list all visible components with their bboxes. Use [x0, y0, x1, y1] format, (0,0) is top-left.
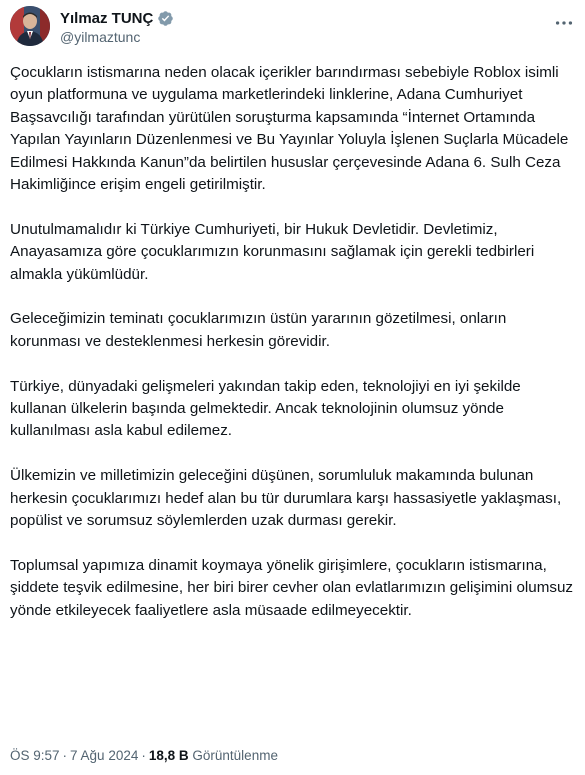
- tweet-paragraph: Ülkemizin ve milletimizin geleceğini düşünen, sorumluluk makamında bulunan herkesin çocuklarımızı hedef alan bu tür durumlara karşı hassasiyetle yaklaşması, popülist ve sorumsuz söylemlerden uzak durması gerekir.: [10, 467, 562, 530]
- more-options-icon[interactable]: [553, 12, 575, 34]
- tweet-paragraph: Geleceğimizin teminatı çocuklarımızın üstün yararının gözetilmesi, onların korunması ve desteklenmesi herkesin görevidir.: [10, 310, 507, 350]
- name-row: [60, 8, 174, 28]
- tweet-paragraph: Türkiye, dünyadaki gelişmeleri yakından takip eden, teknolojiyi en iyi şekilde kullanan ülkelerin başında gelmektedir. Ancak teknolojinin olumsuz yönde kullanılması asla kabul edilemez.: [10, 377, 521, 440]
- meta-separator: ·: [141, 748, 146, 763]
- tweet-time[interactable]: ÖS 9:57: [10, 748, 60, 763]
- display-name[interactable]: Yılmaz TUNÇ: [60, 9, 154, 27]
- tweet-meta: [10, 748, 278, 763]
- avatar[interactable]: [10, 6, 50, 46]
- verified-badge-icon: [157, 10, 174, 27]
- tweet-paragraph: Toplumsal yapımıza dinamit koymaya yönelik girişimlere, çocukların istismarına, şiddete teşvik edilmesine, her biri birer cevher olan evlatlarımızın gelişimini olumsuz yönde etkileyecek faaliyetlere asla müsaade edilmeyecektir.: [10, 556, 574, 619]
- tweet-paragraph: Unutulmamalıdır ki Türkiye Cumhuriyeti, bir Hukuk Devletidir. Devletimiz, Anayasamıza göre çocuklarımızın korunmasını sağlamak için gerekli tedbirleri almakla yükümlüdür.: [10, 220, 535, 283]
- author-handle[interactable]: @yilmaztunc: [60, 29, 141, 45]
- views-count: 18,8 B: [148, 748, 189, 763]
- tweet-date[interactable]: 7 Ağu 2024: [70, 748, 139, 763]
- author-info: [60, 8, 174, 45]
- tweet-header: [10, 6, 575, 50]
- tweet-paragraph: Çocukların istismarına neden olacak içerikler barındırması sebebiyle Roblox isimli oyun platformuna ve uygulama marketlerindeki linklerine, Adana Cumhuriyet Başsavcılığı tarafından yürütülen soruşturma kapsamında “İnternet Ortamında Yapılan Yayınların Düzenlenmesi ve Bu Yayınlar Yoluyla İşlenen Suçlarla Mücadele Edilmesi Hakkında Kanun”da belirtilen hususlar çerçevesinde Adana 6. Sulh Ceza Hakimliğince erişim engeli getirilmiştir.: [10, 64, 569, 194]
- views-label: Görüntülenme: [192, 748, 278, 763]
- tweet-text: [10, 62, 578, 622]
- meta-separator: ·: [62, 748, 68, 763]
